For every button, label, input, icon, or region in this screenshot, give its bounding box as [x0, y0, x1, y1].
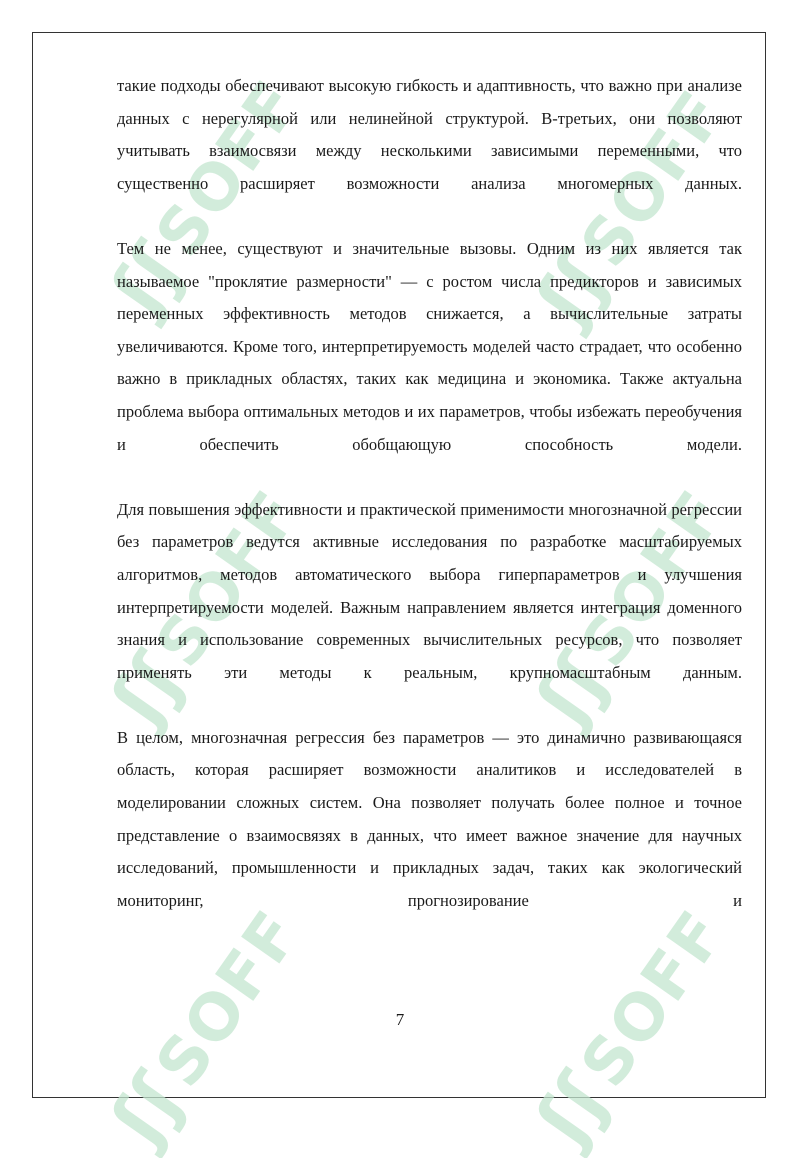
paragraph: Для повышения эффективности и практической применимости многозначной регрессии без параметров ведутся активные исследования по разработке масштабируемых алгоритмов, методов автоматического выбора гиперпараметров и улучшения интерпретируемости моделей. Важным направлением является интеграция доменного знания и использование современных вычислительных ресурсов, что позволяет применять эти методы к реальным, крупномасштабным данным.	[117, 499, 742, 682]
watermark-logo: ʃʃSOFF	[520, 77, 741, 339]
watermark-logo: ʃʃSOFF	[520, 897, 741, 1158]
page-number: 7	[395, 1010, 405, 1029]
paragraph: Тем не менее, существуют и значительные вызовы. Одним из них является так называемое "проклятие размерности" — с ростом числа предикторов и зависимых переменных эффективность методов снижается, а вычислительные затраты увеличиваются. Кроме того, интерпретируемость моделей часто страдает, что особенно важно в прикладных областях, таких как медицина и экономика. Также актуальна проблема выбора оптимальных методов и их параметров, чтобы избежать переобучения и обеспечить обобщающую способность модели.	[117, 238, 742, 454]
paragraph: В целом, многозначная регрессия без параметров — это динамично развивающаяся область, которая расширяет возможности аналитиков и исследователей в моделировании сложных систем. Она позволяет получать более полное и точное представление о взаимосвязях в данных, что имеет важное значение для научных исследований, промышленности и прикладных задач, таких как экологический мониторинг, прогнозирование и	[117, 727, 742, 910]
watermark-logo: ʃʃSOFF	[520, 477, 741, 739]
watermark-logo: ʃʃSOFF	[95, 477, 316, 739]
paragraph: такие подходы обеспечивают высокую гибкость и адаптивность, что важно при анализе данных с нерегулярной или нелинейной структурой. В-третьих, они позволяют учитывать взаимосвязи между несколькими зависимыми переменными, что существенно расширяет возможности анализа многомерных данных.	[117, 76, 742, 193]
watermark-logo: ʃʃSOFF	[95, 897, 316, 1158]
watermark-logo: ʃʃSOFF	[95, 67, 316, 329]
document-body	[117, 70, 742, 917]
